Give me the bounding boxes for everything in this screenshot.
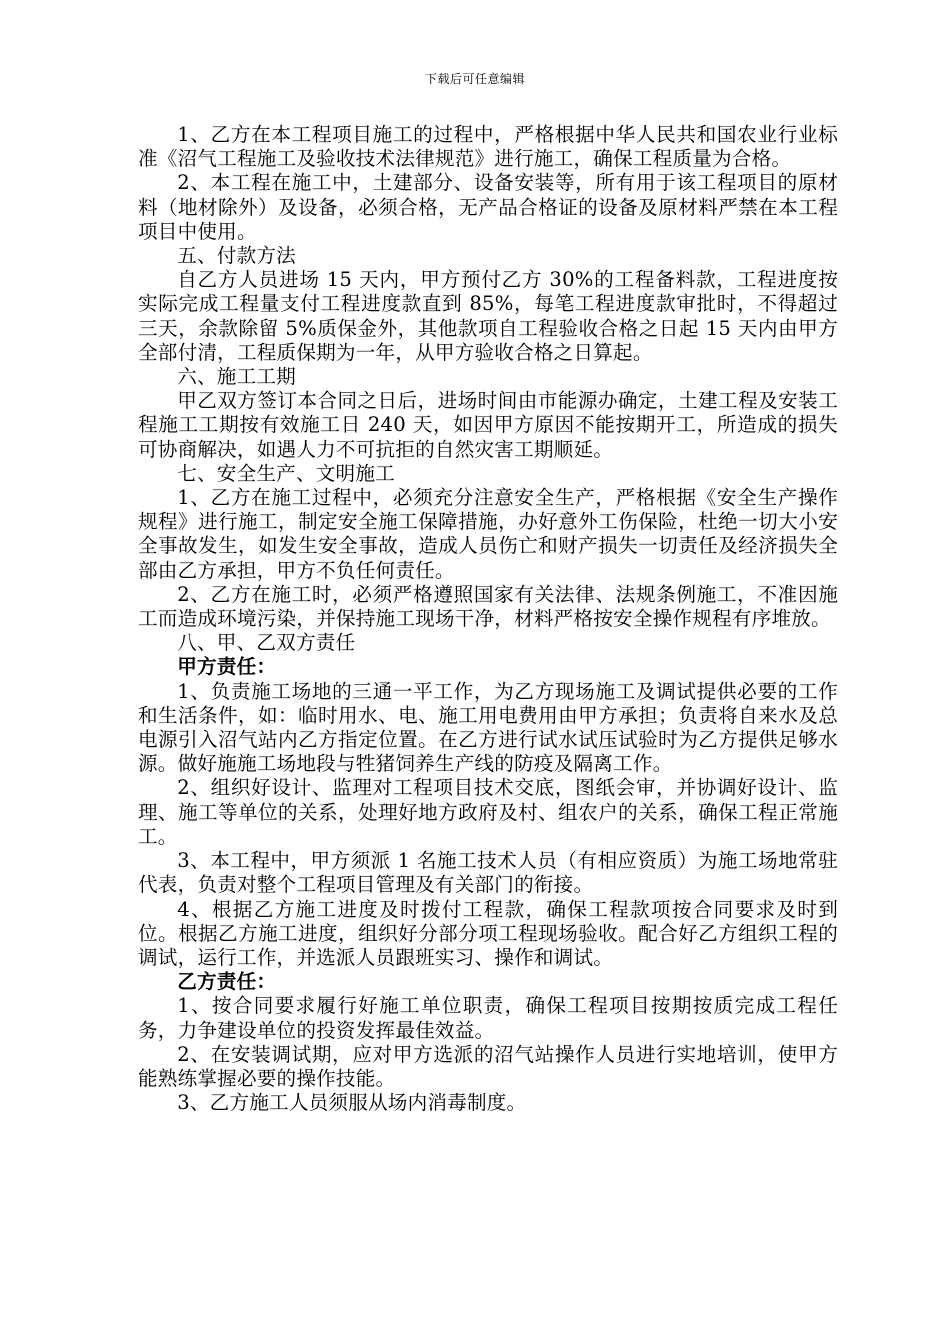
paragraph-payment: 自乙方人员进场 15 天内，甲方预付乙方 30%的工程备料款，工程进度按实际完成工程量支付工程进度款直到 85%，每笔工程进度款审批时，不得超过三天，余款除留 5%质保金外，其他款项自工程验收合格之日起 15 天内由甲方全部付清，工程质保期为一年，从甲方验收合格之日算起。 xyxy=(138,268,838,364)
paragraph-party-b-3: 3、乙方施工人员须服从场内消毒制度。 xyxy=(177,1091,527,1115)
paragraph-party-a-2: 2、组织好设计、监理对工程项目技术交底，图纸会审，并协调好设计、监理、施工等单位的关系，处理好地方政府及村、组农户的关系，确保工程正常施工。 xyxy=(138,776,838,848)
paragraph-safety-2: 2、乙方在施工时，必须严格遵照国家有关法律、法规条例施工，不准因施工而造成环境污染，并保持施工现场干净，材料严格按安全操作规程有序堆放。 xyxy=(138,582,838,631)
paragraph-clause-1: 1、乙方在本工程项目施工的过程中，严格根据中华人民共和国农业行业标准《沼气工程施工及验收技术法律规范》进行施工，确保工程质量为合格。 xyxy=(138,123,838,171)
page-header: 下载后可任意编辑 xyxy=(424,72,525,86)
paragraph-party-a-3: 3、本工程中，甲方须派 1 名施工技术人员（有相应资质）为施工场地常驻代表，负责对整个工程项目管理及有关部门的衔接。 xyxy=(138,849,838,897)
paragraph-clause-2: 2、本工程在施工中，土建部分、设备安装等，所有用于该工程项目的原材料（地材除外）及设备，必须合格，无产品合格证的设备及原材料严禁在本工程项目中使用。 xyxy=(138,171,838,243)
section-heading-schedule: 六、施工工期 xyxy=(177,365,296,389)
document-body xyxy=(138,123,838,1115)
paragraph-party-a-1: 1、负责施工场地的三通一平工作，为乙方现场施工及调试提供必要的工作和生活条件，如：临时用水、电、施工用电费用由甲方承担；负责将自来水及总电源引入沼气站内乙方指定位置。在乙方进行试水试压试验时为乙方提供足够水源。做好施施工场地段与牲猪饲养生产线的防疫及隔离工作。 xyxy=(138,679,838,776)
subheading-party-a: 甲方责任： xyxy=(177,655,277,679)
subheading-party-b: 乙方责任： xyxy=(177,970,277,994)
section-heading-responsibilities: 八、甲、乙双方责任 xyxy=(177,631,356,655)
section-heading-payment: 五、付款方法 xyxy=(177,244,296,268)
paragraph-schedule: 甲乙双方签订本合同之日后，进场时间由市能源办确定，土建工程及安装工程施工工期按有效施工日 240 天，如因甲方原因不能按期开工，所造成的损失可协商解决，如遇人力不可抗拒的自然灾害工期顺延。 xyxy=(138,389,838,461)
paragraph-safety-1: 1、乙方在施工过程中，必须充分注意安全生产，严格根据《安全生产操作规程》进行施工，制定安全施工保障措施，办好意外工伤保险，杜绝一切大小安全事故发生，如发生安全事故，造成人员伤亡和财产损失一切责任及经济损失全部由乙方承担，甲方不负任何责任。 xyxy=(138,486,838,582)
paragraph-party-a-4: 4、根据乙方施工进度及时拨付工程款，确保工程款项按合同要求及时到位。根据乙方施工进度，组织好分部分项工程现场验收。配合好乙方组织工程的调试，运行工作，并选派人员跟班实习、操作和调试。 xyxy=(138,897,838,969)
paragraph-party-b-2: 2、在安装调试期，应对甲方选派的沼气站操作人员进行实地培训，使甲方能熟练掌握必要的操作技能。 xyxy=(138,1042,838,1090)
paragraph-party-b-1: 1、按合同要求履行好施工单位职责，确保工程项目按期按质完成工程任务，力争建设单位的投资发挥最佳效益。 xyxy=(138,994,838,1042)
section-heading-safety: 七、安全生产、文明施工 xyxy=(177,461,395,485)
